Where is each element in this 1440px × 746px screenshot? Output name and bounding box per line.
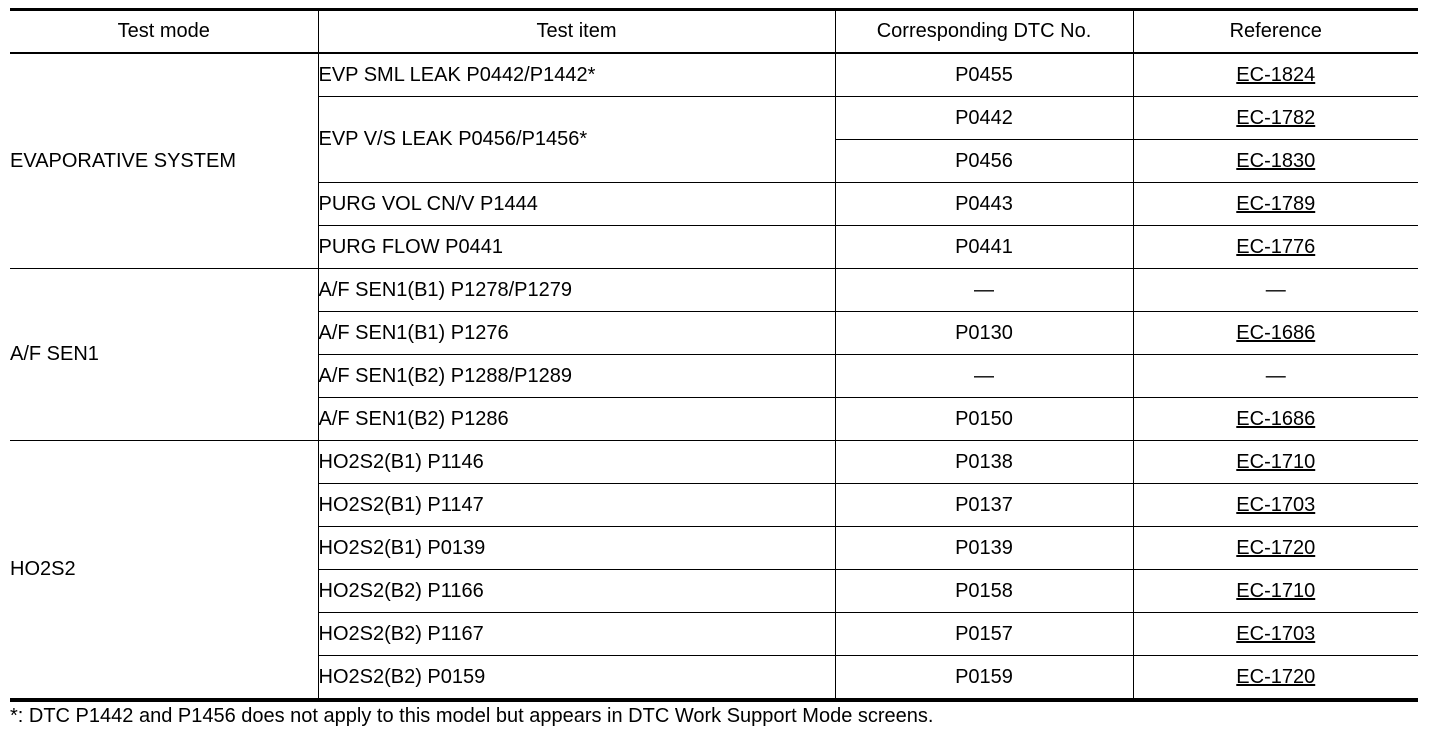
table-body — [10, 53, 1418, 700]
test-item-cell: HO2S2(B1) P1147 — [318, 484, 835, 527]
dtc-number-cell: — — [835, 355, 1133, 398]
test-mode-cell: HO2S2 — [10, 441, 318, 701]
reference-link[interactable]: EC-1686 — [1236, 321, 1316, 344]
test-item-cell: HO2S2(B2) P1167 — [318, 613, 835, 656]
reference-cell — [1133, 269, 1418, 312]
dtc-number-cell: P0441 — [835, 226, 1133, 269]
reference-link[interactable]: EC-1824 — [1236, 63, 1316, 86]
reference-link[interactable]: EC-1789 — [1236, 192, 1316, 215]
reference-cell — [1133, 656, 1418, 701]
table-header-row — [10, 10, 1418, 54]
test-item-cell: HO2S2(B1) P1146 — [318, 441, 835, 484]
reference-cell — [1133, 441, 1418, 484]
table-row — [10, 53, 1418, 97]
table-row — [10, 269, 1418, 312]
dtc-number-cell: P0130 — [835, 312, 1133, 355]
dtc-number-cell: P0456 — [835, 140, 1133, 183]
test-item-cell: A/F SEN1(B2) P1286 — [318, 398, 835, 441]
reference-link[interactable]: EC-1720 — [1236, 665, 1316, 688]
reference-cell — [1133, 527, 1418, 570]
reference-cell — [1133, 226, 1418, 269]
reference-link[interactable]: EC-1782 — [1236, 106, 1316, 129]
test-mode-cell: A/F SEN1 — [10, 269, 318, 441]
dtc-number-cell: P0442 — [835, 97, 1133, 140]
reference-link[interactable]: EC-1710 — [1236, 450, 1316, 473]
reference-link[interactable]: EC-1830 — [1236, 149, 1316, 172]
test-mode-cell: EVAPORATIVE SYSTEM — [10, 53, 318, 269]
reference-cell — [1133, 570, 1418, 613]
reference-link[interactable]: EC-1710 — [1236, 579, 1316, 602]
reference-cell — [1133, 398, 1418, 441]
dtc-number-cell: P0157 — [835, 613, 1133, 656]
dtc-number-cell: P0443 — [835, 183, 1133, 226]
dtc-number-cell: P0138 — [835, 441, 1133, 484]
reference-cell — [1133, 97, 1418, 140]
dtc-number-cell: P0158 — [835, 570, 1133, 613]
test-item-cell: A/F SEN1(B2) P1288/P1289 — [318, 355, 835, 398]
test-item-cell: HO2S2(B2) P0159 — [318, 656, 835, 701]
reference-cell — [1133, 312, 1418, 355]
dtc-number-cell: P0159 — [835, 656, 1133, 701]
test-item-cell: A/F SEN1(B1) P1276 — [318, 312, 835, 355]
dtc-number-cell: — — [835, 269, 1133, 312]
reference-cell — [1133, 355, 1418, 398]
reference-cell — [1133, 140, 1418, 183]
header-dtc-number: Corresponding DTC No. — [835, 10, 1133, 54]
test-item-cell: EVP V/S LEAK P0456/P1456* — [318, 97, 835, 183]
dtc-number-cell: P0455 — [835, 53, 1133, 97]
dtc-number-cell: P0150 — [835, 398, 1133, 441]
reference-cell — [1133, 183, 1418, 226]
test-item-cell: PURG FLOW P0441 — [318, 226, 835, 269]
reference-dash: — — [1265, 364, 1286, 387]
test-item-cell: HO2S2(B1) P0139 — [318, 527, 835, 570]
dtc-reference-table — [10, 8, 1418, 702]
reference-cell — [1133, 484, 1418, 527]
test-item-cell: A/F SEN1(B1) P1278/P1279 — [318, 269, 835, 312]
footnote: *: DTC P1442 and P1456 does not apply to this model but appears in DTC Work Support Mode screens. — [10, 705, 934, 727]
reference-link[interactable]: EC-1776 — [1236, 235, 1316, 258]
reference-cell — [1133, 53, 1418, 97]
reference-dash: — — [1265, 278, 1286, 301]
header-test-mode: Test mode — [10, 10, 318, 54]
table-row — [10, 441, 1418, 484]
reference-link[interactable]: EC-1686 — [1236, 407, 1316, 430]
reference-link[interactable]: EC-1720 — [1236, 536, 1316, 559]
dtc-number-cell: P0139 — [835, 527, 1133, 570]
dtc-number-cell: P0137 — [835, 484, 1133, 527]
test-item-cell: PURG VOL CN/V P1444 — [318, 183, 835, 226]
reference-link[interactable]: EC-1703 — [1236, 622, 1316, 645]
reference-link[interactable]: EC-1703 — [1236, 493, 1316, 516]
reference-cell — [1133, 613, 1418, 656]
header-reference: Reference — [1133, 10, 1418, 54]
header-test-item: Test item — [318, 10, 835, 54]
test-item-cell: EVP SML LEAK P0442/P1442* — [318, 53, 835, 97]
test-item-cell: HO2S2(B2) P1166 — [318, 570, 835, 613]
